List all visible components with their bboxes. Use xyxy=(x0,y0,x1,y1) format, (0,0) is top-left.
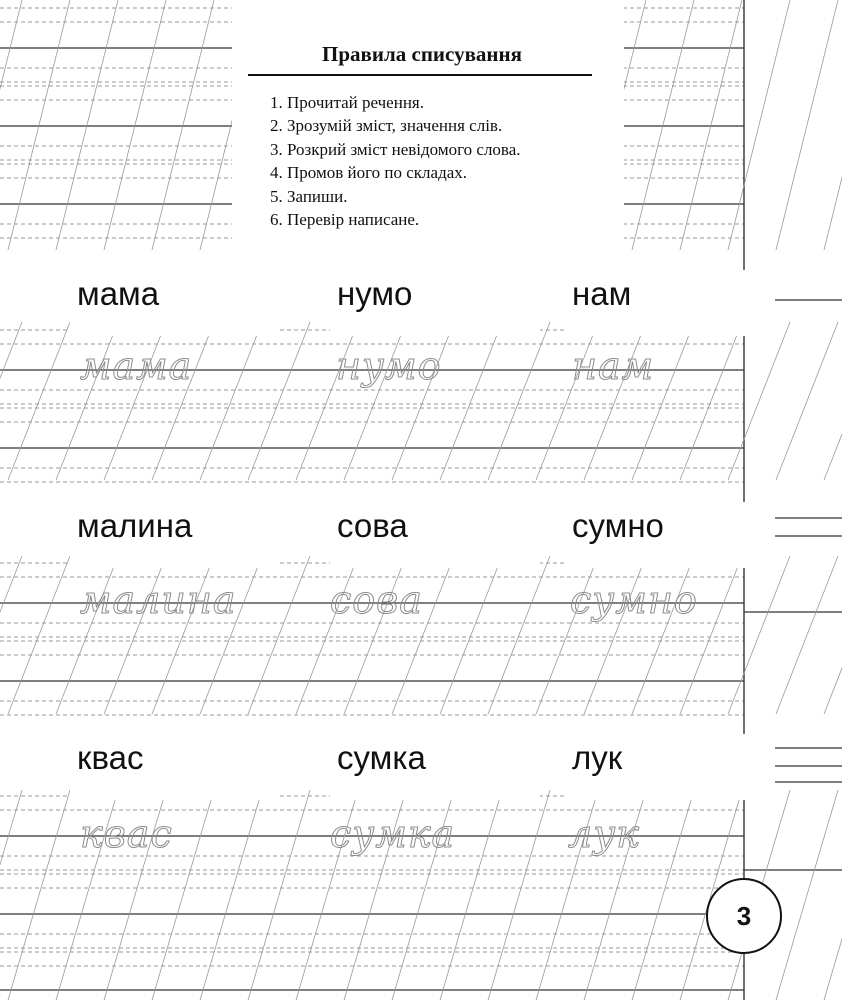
script-trace-sumka: сумка xyxy=(330,812,456,856)
rule-item: 6. Перевір написане. xyxy=(270,210,420,230)
slant-guide xyxy=(56,0,118,250)
printed-word-sova: сова xyxy=(337,507,408,544)
slant-guide xyxy=(824,556,842,714)
word-print-box xyxy=(565,502,775,568)
slant-guide xyxy=(776,556,838,714)
printed-word-nam: нам xyxy=(572,275,632,312)
slant-guide xyxy=(680,322,742,480)
slant-guide xyxy=(152,0,214,250)
slant-guide xyxy=(440,556,502,714)
slant-guide xyxy=(0,0,22,250)
slant-guide xyxy=(200,790,262,1000)
slant-guide xyxy=(776,0,838,250)
slant-guide xyxy=(248,790,310,1000)
slant-guide xyxy=(824,0,842,250)
page-number-badge xyxy=(706,878,782,954)
slant-guide xyxy=(488,556,550,714)
slant-guide xyxy=(488,790,550,1000)
slant-guide xyxy=(776,322,838,480)
slant-guide xyxy=(824,790,842,1000)
script-trace-malyna: малина xyxy=(80,578,237,622)
word-print-box xyxy=(70,502,280,568)
script-trace-nam: нам xyxy=(572,344,655,388)
slant-guide xyxy=(0,556,22,714)
script-trace-kvas: квас xyxy=(80,812,173,856)
printed-word-malyna: малина xyxy=(77,507,193,544)
slant-guide xyxy=(440,322,502,480)
word-print-box xyxy=(565,270,775,336)
rules-title-underline xyxy=(248,74,592,76)
printed-word-luk: лук xyxy=(572,739,623,776)
word-print-box xyxy=(330,502,540,568)
printed-word-sumno: сумно xyxy=(572,507,664,544)
rule-item: 5. Запиши. xyxy=(270,186,348,206)
script-trace-numo: нумо xyxy=(336,344,442,388)
slant-guide xyxy=(248,322,310,480)
word-print-box xyxy=(330,270,540,336)
rule-item: 2. Зрозумій зміст, значення слів. xyxy=(270,116,503,136)
page-number: 3 xyxy=(736,900,752,931)
rules-list xyxy=(270,91,521,231)
slant-guide xyxy=(728,556,790,714)
slant-guide xyxy=(248,556,310,714)
rules-title: Правила списування xyxy=(322,42,522,66)
slant-guide xyxy=(632,0,694,250)
slant-guide xyxy=(632,790,694,1000)
word-print-box xyxy=(70,270,280,336)
printed-word-sumka: сумка xyxy=(337,739,426,776)
slant-guide xyxy=(776,790,838,1000)
slant-guide xyxy=(104,0,166,250)
slant-guide xyxy=(200,322,262,480)
slant-guide xyxy=(0,790,22,1000)
slant-guide xyxy=(824,322,842,480)
slant-guide xyxy=(728,322,790,480)
slant-guide xyxy=(488,322,550,480)
rule-item: 3. Розкрий зміст невідомого слова. xyxy=(270,139,521,159)
slant-guide xyxy=(8,322,70,480)
word-print-box xyxy=(565,734,775,800)
slant-guide xyxy=(728,0,790,250)
copying-rules-box xyxy=(232,0,624,250)
script-trace-sova: сова xyxy=(330,578,423,622)
printed-word-kvas: квас xyxy=(77,739,144,776)
word-print-box xyxy=(330,734,540,800)
slant-guide xyxy=(680,0,742,250)
printed-word-numo: нумо xyxy=(337,275,413,312)
slant-guide xyxy=(8,556,70,714)
script-trace-luk: лук xyxy=(568,812,640,856)
script-trace-mama: мама xyxy=(80,344,193,388)
word-print-box xyxy=(70,734,280,800)
script-trace-sumno: сумно xyxy=(570,578,698,622)
printed-word-mama: мама xyxy=(77,275,160,312)
slant-guide xyxy=(8,0,70,250)
slant-guide xyxy=(0,322,22,480)
slant-guide xyxy=(8,790,70,1000)
rule-item: 4. Промов його по складах. xyxy=(270,163,468,183)
rule-item: 1. Прочитай речення. xyxy=(270,93,424,112)
